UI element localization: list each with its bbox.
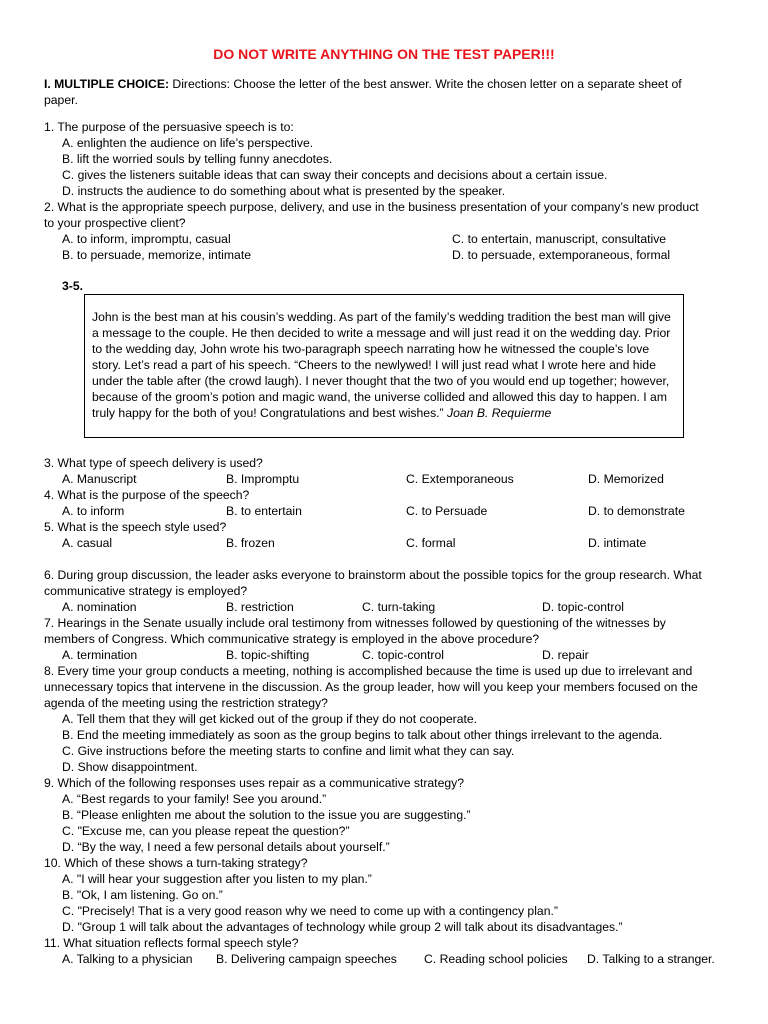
q4-option-b: B. to entertain xyxy=(226,504,302,518)
q10-option-d: D. "Group 1 will talk about the advantages of technology while group 2 will talk about its disadvantages.” xyxy=(62,920,623,934)
q8-stem-1: 8. Every time your group conducts a meeting, nothing is accomplished because the time is used up due to irrelevant and xyxy=(44,664,693,678)
q4-option-a: A. to inform xyxy=(62,504,125,518)
q6-stem-1: 6. During group discussion, the leader asks everyone to brainstorm about the possible topics for the group research. What xyxy=(44,568,702,582)
q2-stem-2: to your prospective client? xyxy=(44,216,186,230)
q6-option-b: B. restriction xyxy=(226,600,294,614)
q7-option-b: B. topic-shifting xyxy=(226,648,310,662)
passage-line: a message to the couple. He then decided to write a message and will just read it on the wedding day. Prior xyxy=(92,326,671,340)
q8-option-a: A. Tell them that they will get kicked out of the group if they do not cooperate. xyxy=(62,712,478,726)
q7-option-d: D. repair xyxy=(542,648,589,662)
q5-option-b: B. frozen xyxy=(226,536,275,550)
q6-stem-2: communicative strategy is employed? xyxy=(44,584,248,598)
q5-option-c: C. formal xyxy=(406,536,456,550)
q1-option-a: A. enlighten the audience on life’s perspective. xyxy=(62,136,314,150)
q7-option-a: A. termination xyxy=(62,648,138,662)
directions-line-1 xyxy=(44,77,682,92)
q7-stem-2: members of Congress. Which communicative strategy is employed in the above procedure? xyxy=(44,632,540,646)
q4-stem: 4. What is the purpose of the speech? xyxy=(44,488,250,502)
q11-option-c: C. Reading school policies xyxy=(424,952,568,966)
q6-option-c: C. turn-taking xyxy=(362,600,436,614)
q1-option-b: B. lift the worried souls by telling funny anecdotes. xyxy=(62,152,333,166)
q8-option-c: C. Give instructions before the meeting starts to confine and limit what they can say. xyxy=(62,744,515,758)
passage-author: Joan B. Requierme xyxy=(447,406,552,420)
q11-stem: 11. What situation reflects formal speech style? xyxy=(44,936,299,950)
directions-text: Directions: Choose the letter of the best answer. Write the chosen letter on a separate sheet of xyxy=(169,77,682,91)
q2-option-a: A. to inform, impromptu, casual xyxy=(62,232,231,246)
section-label: I. MULTIPLE CHOICE: xyxy=(44,77,170,91)
q9-option-c: C. "Excuse me, can you please repeat the question?” xyxy=(62,824,350,838)
q8-option-b: B. End the meeting immediately as soon as the group begins to talk about other things irrelevant to the agenda. xyxy=(62,728,663,742)
page-title: DO NOT WRITE ANYTHING ON THE TEST PAPER!!! xyxy=(213,46,555,62)
passage-line: because of the groom’s potion and magic wand, the universe collided and allowed this day to happen. I am xyxy=(92,390,667,404)
q11-option-d: D. Talking to a stranger. xyxy=(587,952,715,966)
q8-stem-3: agenda of the meeting using the restriction strategy? xyxy=(44,696,328,710)
q11-option-b: B. Delivering campaign speeches xyxy=(216,952,397,966)
q10-stem: 10. Which of these shows a turn-taking strategy? xyxy=(44,856,308,870)
q3-option-d: D. Memorized xyxy=(588,472,664,486)
passage-closing: truly happy for the both of you! Congratulations and best wishes.” xyxy=(92,406,447,420)
q2-option-d: D. to persuade, extemporaneous, formal xyxy=(452,248,671,262)
q1-option-c: C. gives the listeners suitable ideas that can sway their concepts and decisions about a certain issue. xyxy=(62,168,608,182)
q2-stem-1: 2. What is the appropriate speech purpose, delivery, and use in the business presentation of your company’s new product xyxy=(44,200,699,214)
q5-option-d: D. intimate xyxy=(588,536,647,550)
q1-stem: 1. The purpose of the persuasive speech is to: xyxy=(44,120,294,134)
q3-option-a: A. Manuscript xyxy=(62,472,137,486)
q6-option-d: D. topic-control xyxy=(542,600,624,614)
passage-line: to the wedding day, John wrote his two-paragraph speech narrating how he witnessed the couple’s love xyxy=(92,342,650,356)
q5-option-a: A. casual xyxy=(62,536,113,550)
q8-stem-2: unnecessary topics that intervene in the discussion. As the group leader, how will you keep your members focused on the xyxy=(44,680,698,694)
q6-option-a: A. nomination xyxy=(62,600,137,614)
q2-option-b: B. to persuade, memorize, intimate xyxy=(62,248,251,262)
q4-option-d: D. to demonstrate xyxy=(588,504,685,518)
q9-stem: 9. Which of the following responses uses repair as a communicative strategy? xyxy=(44,776,464,790)
q3-option-b: B. Impromptu xyxy=(226,472,300,486)
q1-option-d: D. instructs the audience to do something about what is presented by the speaker. xyxy=(62,184,506,198)
q9-option-a: A. “Best regards to your family! See you around.” xyxy=(62,792,327,806)
q10-option-b: B. "Ok, I am listening. Go on.” xyxy=(62,888,223,902)
q2-option-c: C. to entertain, manuscript, consultative xyxy=(452,232,667,246)
passage-line: story. Let’s read a part of his speech. “Cheers to the newlywed! I will just read what I wrote here and hide xyxy=(92,358,656,372)
q7-stem-1: 7. Hearings in the Senate usually include oral testimony from witnesses followed by questioning of the witnesses by xyxy=(44,616,666,630)
q11-option-a: A. Talking to a physician xyxy=(62,952,193,966)
q3-option-c: C. Extemporaneous xyxy=(406,472,514,486)
q7-option-c: C. topic-control xyxy=(362,648,444,662)
q3-stem: 3. What type of speech delivery is used? xyxy=(44,456,263,470)
q9-option-b: B. “Please enlighten me about the solution to the issue you are suggesting.” xyxy=(62,808,471,822)
passage-last-line xyxy=(92,406,551,421)
q9-option-d: D. “By the way, I need a few personal details about yourself.” xyxy=(62,840,390,854)
q10-option-a: A. "I will hear your suggestion after you listen to my plan.” xyxy=(62,872,372,886)
passage-line: John is the best man at his cousin’s wedding. As part of the family’s wedding tradition the best man will give xyxy=(92,310,671,324)
passage-label: 3-5. xyxy=(62,279,84,293)
passage-line: under the table after (the crowd laugh). I never thought that the two of you would end up together; however, xyxy=(92,374,670,388)
q10-option-c: C. "Precisely! That is a very good reason why we need to come up with a contingency plan.” xyxy=(62,904,558,918)
q5-stem: 5. What is the speech style used? xyxy=(44,520,227,534)
directions-line-2: paper. xyxy=(44,93,78,107)
q4-option-c: C. to Persuade xyxy=(406,504,488,518)
q8-option-d: D. Show disappointment. xyxy=(62,760,198,774)
